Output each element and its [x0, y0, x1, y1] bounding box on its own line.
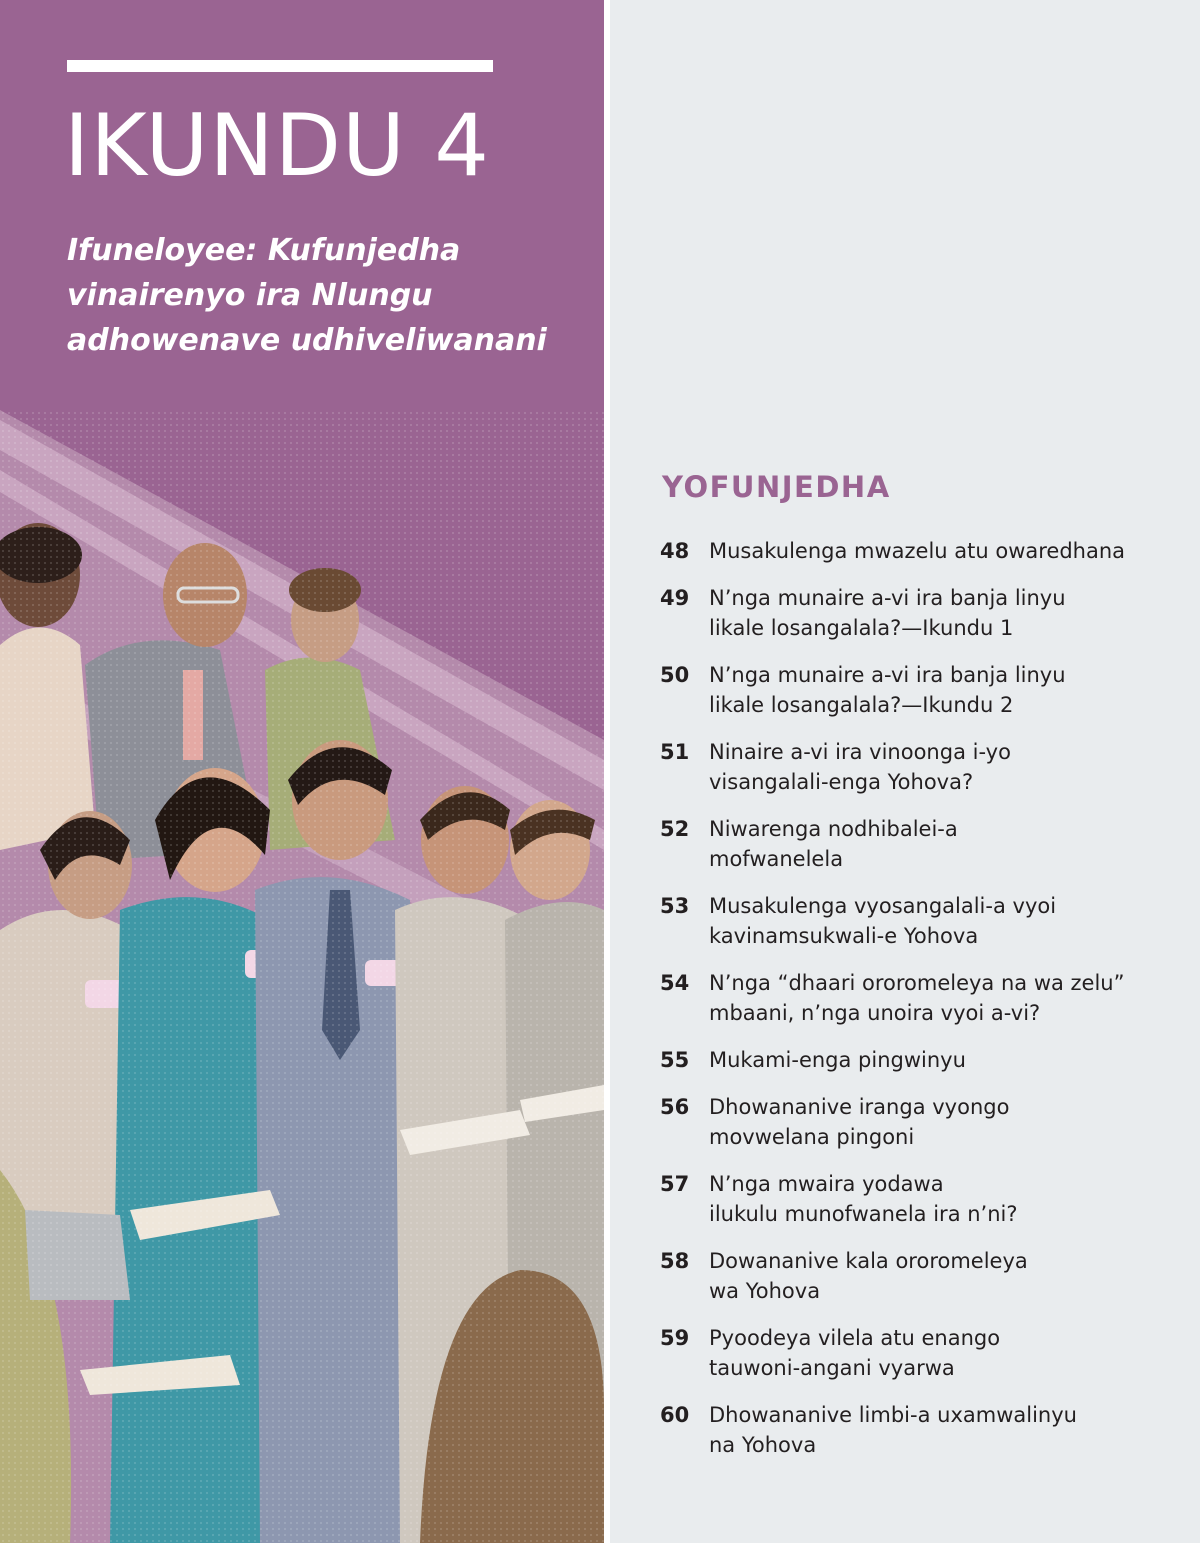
lesson-item[interactable] [660, 968, 1190, 1028]
lesson-title: Dowananive kala ororomeleya wa Yohova [709, 1249, 1028, 1303]
lesson-item[interactable] [660, 737, 1190, 797]
lesson-list [660, 536, 1190, 1477]
lesson-number: 51 [660, 740, 690, 764]
lesson-number: 54 [660, 971, 690, 995]
lesson-title: N’nga munaire a-vi ira banja linyu likale losangalala?—Ikundu 1 [709, 586, 1066, 640]
lesson-title: N’nga “dhaari ororomeleya na wa zelu” mbaani, n’nga unoira vyoi a-vi? [709, 971, 1125, 1025]
lesson-title: Ninaire a-vi ira vinoonga i-yo visangalali-enga Yohova? [709, 740, 1011, 794]
lesson-number: 56 [660, 1095, 690, 1119]
part-title: IKUNDU 4 [64, 96, 490, 196]
lesson-title: N’nga mwaira yodawa ilukulu munofwanela ira n’ni? [709, 1172, 1018, 1226]
lesson-title: Dhowananive iranga vyongo movwelana pingoni [709, 1095, 1010, 1149]
lesson-item[interactable] [660, 1246, 1190, 1306]
part-subtitle: Ifuneloyee: Kufunjedha vinairenyo ira Nlungu adhowenave udhiveliwanani [67, 233, 547, 358]
lesson-item[interactable] [660, 891, 1190, 951]
lesson-item[interactable] [660, 1323, 1190, 1383]
lesson-title: N’nga munaire a-vi ira banja linyu likale losangalala?—Ikundu 2 [709, 663, 1066, 717]
lesson-number: 52 [660, 817, 690, 841]
lesson-title: Niwarenga nodhibalei-a mofwanelela [709, 817, 958, 871]
lesson-number: 57 [660, 1172, 690, 1196]
lesson-title: Pyoodeya vilela atu enango tauwoni-angani vyarwa [709, 1326, 1001, 1380]
lesson-item[interactable] [660, 583, 1190, 643]
lesson-number: 53 [660, 894, 690, 918]
lesson-item[interactable] [660, 1400, 1190, 1460]
top-rule [67, 60, 493, 72]
lesson-number: 48 [660, 539, 690, 563]
lesson-number: 49 [660, 586, 690, 610]
contents-panel [610, 0, 1200, 1543]
lesson-number: 59 [660, 1326, 690, 1350]
congregation-meeting-illustration [0, 410, 604, 1543]
lesson-item[interactable] [660, 660, 1190, 720]
lesson-title: Mukami-enga pingwinyu [709, 1048, 966, 1072]
lesson-item[interactable] [660, 1169, 1190, 1229]
lesson-title: Musakulenga vyosangalali-a vyoi kavinamsukwali-e Yohova [709, 894, 1057, 948]
lesson-title: Musakulenga mwazelu atu owaredhana [709, 539, 1126, 563]
lesson-title: Dhowananive limbi-a uxamwalinyu na Yohova [709, 1403, 1077, 1457]
lesson-item[interactable] [660, 1092, 1190, 1152]
lesson-number: 58 [660, 1249, 690, 1273]
lesson-number: 50 [660, 663, 690, 687]
lesson-item[interactable] [660, 814, 1190, 874]
lesson-item[interactable] [660, 536, 1190, 566]
lesson-number: 60 [660, 1403, 690, 1427]
lesson-number: 55 [660, 1048, 690, 1072]
lesson-item[interactable] [660, 1045, 1190, 1075]
contents-heading: YOFUNJEDHA [662, 470, 891, 504]
